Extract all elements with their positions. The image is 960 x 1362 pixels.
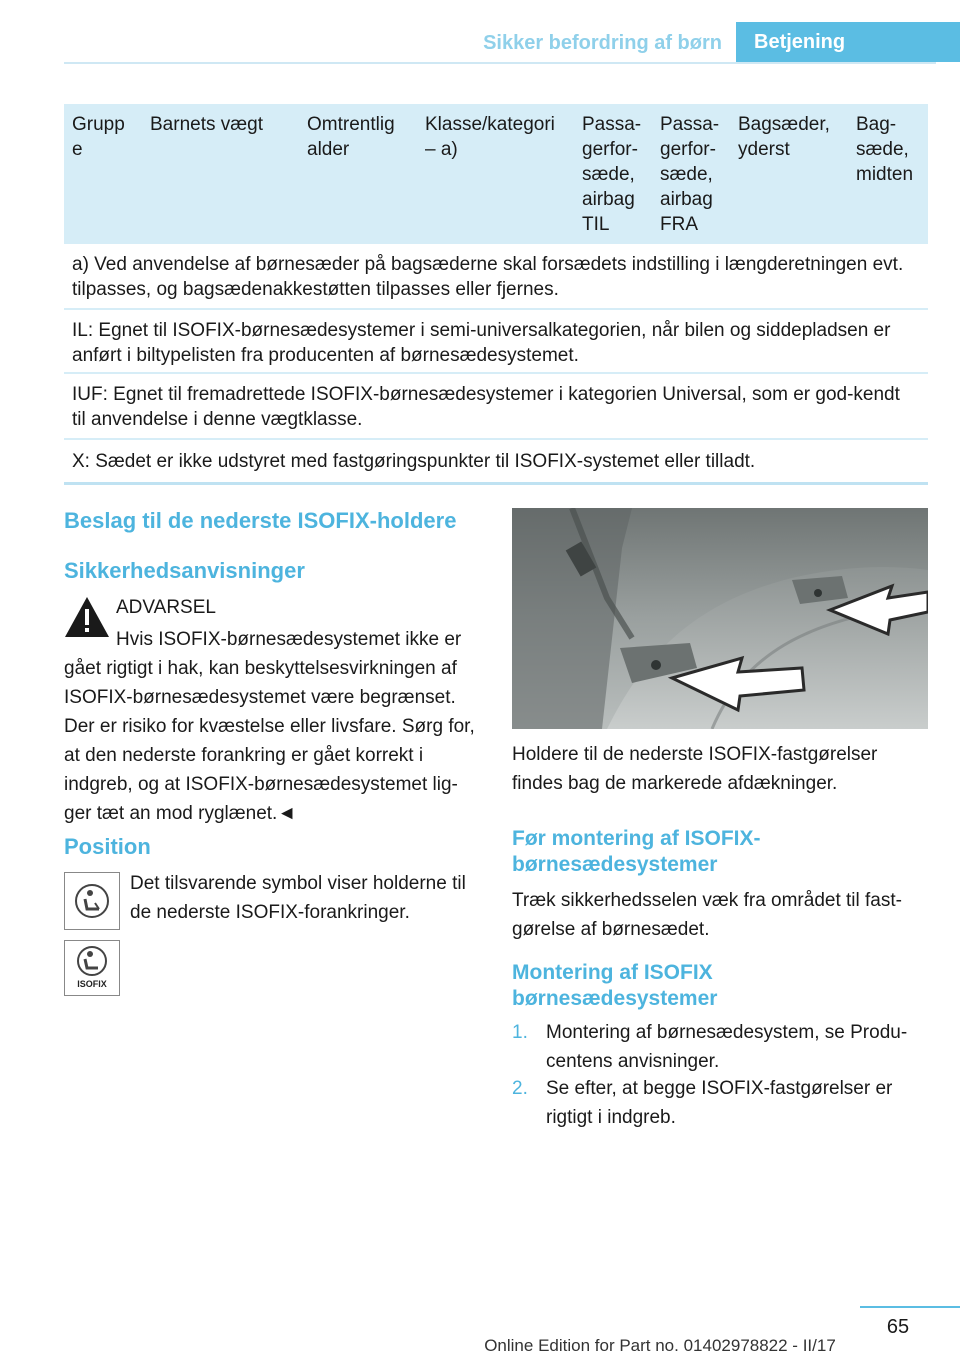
warning-text-first: Hvis ISOFIX-børnesædesystemet ikke er — [116, 629, 462, 650]
column-header-group: Grupp e — [72, 114, 125, 160]
step-1-text: Montering af børnesædesystem, se Produ-centens anvisninger. — [546, 1022, 908, 1072]
isofix-label: ISOFIX — [77, 979, 107, 989]
column-header-rear-middle: Bag- sæde, midten — [856, 114, 914, 185]
table-note-x: X: Sædet er ikke udstyret med fastgøringspunkter til ISOFIX-systemet eller tilladt. — [72, 451, 756, 472]
step-2-text: Se efter, at begge ISOFIX-fastgørelser er rigtigt i indgreb. — [546, 1078, 893, 1128]
page-number: 65 — [886, 1316, 910, 1338]
isofix-photo — [512, 508, 928, 729]
isofix-symbol-icon — [64, 940, 120, 996]
photo-caption: Holdere til de nederste ISOFIX-fastgørelser findes bag de markerede afdækninger. — [512, 744, 878, 794]
table-row — [64, 440, 928, 485]
table-note-a: a) Ved anvendelse af børnesæder på bagsæderne skal forsædets indstilling i længderetningen evt. tilpasses, og bagsædenakkestøtten tilpasses eller fjernes. — [72, 254, 904, 300]
column-header-passenger-airbag-on: Passa- gerfor- sæde, airbag TIL — [582, 114, 642, 235]
column-header-class: Klasse/kategori – a) — [425, 114, 555, 160]
child-seat-symbol-icon — [64, 872, 120, 930]
before-mounting-heading: Før montering af ISOFIX-børnesædesystemer — [512, 827, 761, 876]
header-tab: Betjening — [736, 22, 960, 62]
subsection-heading: Sikkerhedsanvisninger — [64, 558, 305, 583]
table-note-iuf: IUF: Egnet til fremadrettede ISOFIX-børnesædesystemer i kategorien Universal, som er god-kendt til anvendelse i denne vægtklasse. — [72, 384, 900, 430]
before-mounting-text: Træk sikkerhedsselen væk fra området til fast-gørelse af børnesædet. — [512, 890, 902, 940]
table-row — [64, 310, 928, 374]
mounting-heading: Montering af ISOFIX børnesædesystemer — [512, 961, 718, 1010]
section-heading: Beslag til de nederste ISOFIX-holdere — [64, 508, 457, 533]
warning-title: ADVARSEL — [116, 597, 216, 618]
page-number-rule — [860, 1306, 960, 1308]
column-header-age: Omtrentlig alder — [307, 114, 395, 160]
column-header-passenger-airbag-off: Passa- gerfor- sæde, airbag FRA — [660, 114, 720, 235]
table-row — [64, 374, 928, 440]
warning-text: gået rigtigt i hak, kan beskyttelsesvirkningen af ISOFIX-børnesædesystemet være begrænset. Der er risiko for kvæstelse eller livsfare. Sørg for, at den nederste forankring er gået korrekt i indgreb, og at ISOFIX-børnesædesystemet lig-ger tæt an mod ryglænet.◄ — [64, 658, 475, 824]
header-rule — [64, 62, 936, 64]
position-text: Det tilsvarende symbol viser holderne til de nederste ISOFIX-forankringer. — [130, 873, 466, 923]
header-section-title: Sikker befordring af børn — [483, 32, 722, 54]
warning-icon — [64, 596, 110, 638]
table-note-il: IL: Egnet til ISOFIX-børnesædesystemer i semi-universalkategorien, når bilen og siddepladsen er anført i biltypelisten fra producenten af børnesædesystemet. — [72, 320, 891, 366]
footer-edition: Online Edition for Part no. 01402978822 - II/17 — [484, 1336, 836, 1355]
step-2-number: 2. — [512, 1078, 528, 1099]
column-header-weight: Barnets vægt — [150, 114, 263, 135]
table-row — [64, 244, 928, 310]
position-heading: Position — [64, 834, 151, 859]
column-header-rear-outer: Bagsæder, yderst — [738, 114, 830, 160]
step-1-number: 1. — [512, 1022, 528, 1043]
